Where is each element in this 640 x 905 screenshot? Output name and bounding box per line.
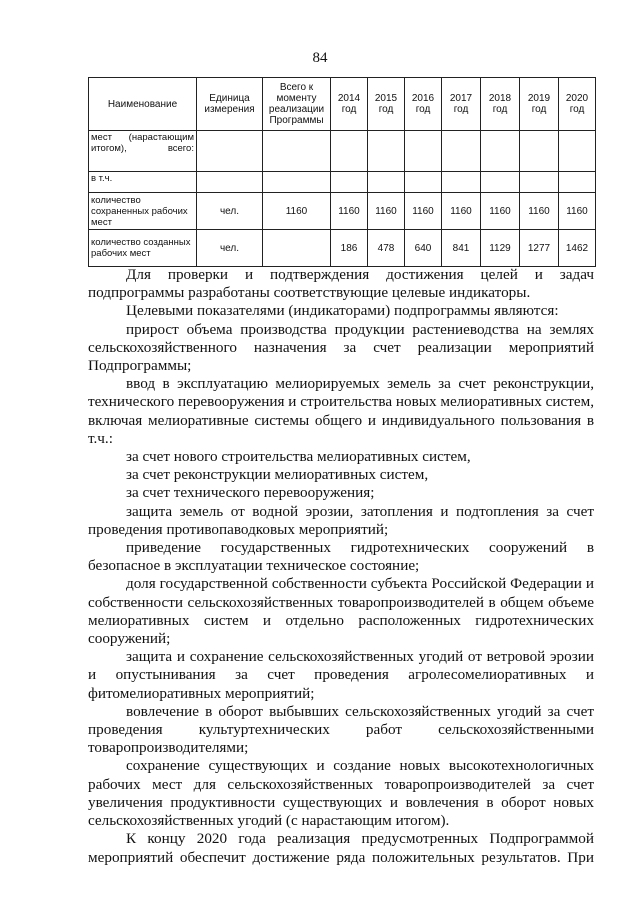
row-value [559,172,596,193]
table-header-row [89,78,596,131]
row-total: 1160 [263,193,331,230]
row-value [442,131,481,172]
row-total [263,172,331,193]
header-unit: Единица измерения [197,78,263,131]
header-name: Наименование [89,78,197,131]
row-value: 1462 [559,230,596,267]
row-value [559,131,596,172]
indicators-table [88,77,596,267]
header-year: 2020 год [559,78,596,131]
row-unit [197,172,263,193]
table-row [89,230,596,267]
row-value [331,131,368,172]
row-value: 1160 [481,193,520,230]
row-value: 478 [368,230,405,267]
paragraph: приведение государственных гидротехнических сооружений в безопасное в эксплуатации техническое состояние; [88,539,594,575]
row-value [442,172,481,193]
row-value: 186 [331,230,368,267]
row-value [520,172,559,193]
header-year: 2016 год [405,78,442,131]
row-value [520,131,559,172]
paragraph: прирост объема производства продукции растениеводства на землях сельскохозяйственного назначения за счет реализации мероприятий Подпрограммы; [88,320,594,375]
paragraph: Целевыми показателями (индикаторами) подпрограммы являются: [126,302,559,320]
paragraph: за счет технического перевооружения; [126,484,375,502]
header-year: 2019 год [520,78,559,131]
row-unit: чел. [197,230,263,267]
paragraph: К концу 2020 года реализация предусмотренных Подпрограммой мероприятий обеспечит достижение ряда положительных результатов. При [88,830,594,866]
paragraph: защита земель от водной эрозии, затопления и подтопления за счет проведения противопаводковых мероприятий; [88,502,594,538]
row-value: 1160 [368,193,405,230]
row-total [263,230,331,267]
row-name: количество созданных рабочих мест [89,230,197,267]
row-unit: чел. [197,193,263,230]
row-total [263,131,331,172]
row-name: мест (нарастающим итогом), всего: [89,131,197,172]
row-value [481,131,520,172]
row-value [405,131,442,172]
row-name: в т.ч. [89,172,197,193]
row-value [368,172,405,193]
table-row [89,193,596,230]
row-name: количество сохраненных рабочих мест [89,193,197,230]
row-value: 1129 [481,230,520,267]
row-value [368,131,405,172]
table-row [89,172,596,193]
row-value: 1160 [559,193,596,230]
document-body [88,266,594,867]
row-value: 1277 [520,230,559,267]
paragraph: вовлечение в оборот выбывших сельскохозяйственных угодий за счет проведения культуртехнических работ сельскохозяйственными товаропроизводителями; [88,702,594,757]
row-value: 841 [442,230,481,267]
row-unit [197,131,263,172]
paragraph: защита и сохранение сельскохозяйственных угодий от ветровой эрозии и опустынивания за счет проведения агролесомелиоративных и фитомелиоративных мероприятий; [88,648,594,702]
paragraph: за счет нового строительства мелиоративных систем, [126,448,471,466]
row-value [405,172,442,193]
paragraph: Для проверки и подтверждения достижения целей и задач подпрограммы разработаны соответствующие целевые индикаторы. [88,266,594,302]
page-number: 84 [312,50,328,66]
row-value [481,172,520,193]
row-value: 640 [405,230,442,267]
row-value: 1160 [331,193,368,230]
paragraph: за счет реконструкции мелиоративных систем, [126,466,429,484]
table-row [89,131,596,172]
paragraph: доля государственной собственности субъекта Российской Федерации и собственности сельскохозяйственных товаропроизводителей в общем объеме мелиоративных систем и отдельно расположенных гидротехнических сооружений; [88,575,594,648]
header-year: 2014 год [331,78,368,131]
row-value: 1160 [442,193,481,230]
header-year: 2015 год [368,78,405,131]
header-year: 2018 год [481,78,520,131]
header-year: 2017 год [442,78,481,131]
row-value [331,172,368,193]
header-total: Всего к моменту реализации Программы [263,78,331,131]
paragraph: сохранение существующих и создание новых высокотехнологичных рабочих мест для сельскохозяйственных товаропроизводителей за счет увеличения продуктивности существующих и вовлечения в оборот новых сельскохозяйственных угодий (с нарастающим итогом). [88,757,594,830]
row-value: 1160 [520,193,559,230]
paragraph: ввод в эксплуатацию мелиорируемых земель за счет реконструкции, технического перевооружения и строительства новых мелиоративных систем, включая мелиоративные системы общего и индивидуального пользования в т.ч.: [88,375,594,447]
row-value: 1160 [405,193,442,230]
